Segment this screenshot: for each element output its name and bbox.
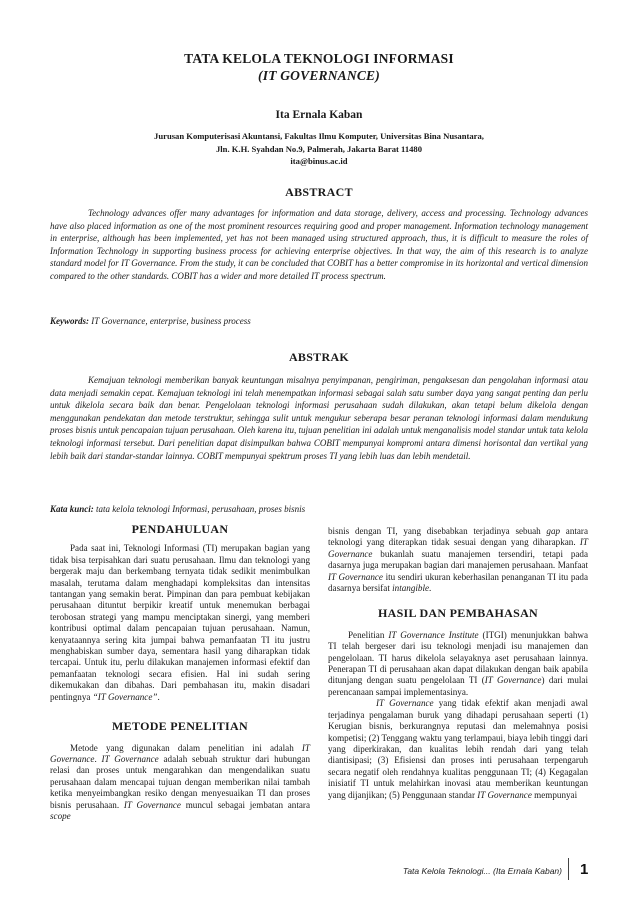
title-line-2: (IT GOVERNANCE): [258, 68, 380, 83]
cont-text-c: bukanlah suatu manajemen tersendiri, tetapi pada dasarnya juga merupakan bagian dari manajemen perusahaan. Manfaat: [328, 548, 588, 571]
abstract-keywords: [50, 315, 588, 327]
hasil-heading: HASIL DAN PEMBAHASAN: [377, 606, 539, 621]
pendahuluan-end: .: [157, 691, 160, 702]
hasil2-text-b: mempunyai: [531, 789, 578, 800]
metode-em-3: IT Governance: [123, 799, 181, 810]
keywords-label: Keywords:: [50, 316, 89, 326]
cont-text-d: itu sendiri ukuran keberhasilan penanganan TI itu pada dasarnya bersifat: [328, 571, 588, 594]
affiliation-line-2: Jln. K.H. Syahdan No.9, Palmerah, Jakarta Barat 11480: [215, 143, 423, 154]
abstrak-text: [50, 374, 588, 462]
pendahuluan-paragraph: [50, 543, 310, 703]
hasil1-em-2: IT Governance: [484, 675, 542, 686]
footer-divider: [568, 858, 569, 880]
author-email: ita@binus.ac.id: [290, 156, 348, 166]
hasil1-em: IT Governance Institute: [388, 629, 479, 640]
abstrak-body: Kemajuan teknologi memberikan banyak keuntungan misalnya penyimpanan, pengiriman, pengaksesan dan pengolahan informasi atau data menjadi semakin cepat. Kemajuan teknologi ini telah menempatkan informasi sebagai salah satu sumber daya yang sangat penting dan perlu untuk dikelola secara baik dan benar. Pengelolaan teknologi informasi perusahaan sudah dilakukan, akan tetapi belum dikelola dengan menggunakan pendekatan dan metode terstruktur, sehingga sulit untuk mengukur seberapa besar peranan teknologi informasi dalam mendukung proses bisnis untuk pencapaian tujuan perusahaan. Oleh karena itu, tujuan penelitian ini adalah untuk menganalisis model standar untuk tata kelola teknologi informasi tersebut. Dari penelitian dapat disimpulkan bahwa COBIT mempunyai kompromi antara dimensi horisontal dan vertikal yang lebih baik dari standar-standar lainnya. COBIT mempunyai spektrum proses TI yang lebih luas dan lebih mendetail.: [50, 375, 588, 461]
metode-paragraph: [50, 743, 310, 823]
author-affiliation: [0, 130, 638, 168]
right-column: [328, 526, 588, 801]
metode-text-b: .: [94, 753, 102, 764]
continuation-paragraph: [328, 526, 588, 594]
cont-text-e: .: [429, 583, 432, 594]
cont-em-3: IT Governance: [328, 571, 383, 582]
cont-em-1: gap: [546, 526, 561, 536]
metode-text-d: muncul sebagai jembatan antara: [180, 799, 310, 810]
hasil1-text-a: Penelitian: [348, 629, 389, 640]
hasil1-text-b: (ITGI) menunjukkan bahwa TI telah bergeser dari isu teknologi menjadi isu manajemen dan pengelolaan. TI harus dikelola selayaknya aset perusahaan lainnya. Penerapan TI di perusahaan akan dapat dilakukan dengan baik apabila ditunjang dengan suatu pengelolaan TI (: [328, 629, 589, 686]
abstrak-keywords: [50, 503, 588, 515]
cont-em-4: intangible: [392, 583, 430, 594]
hasil2-text-a: yang tidak efektif akan menjadi awal terjadinya pengalaman buruk yang dihadapi perusahaan seperti (1) Kerugian bisnis, berkurangnya reputasi dan melemahnya posisi kompetisi; (2) Tenggang waktu yang terlampaui, biaya lebih tinggi dari yang diperkirakan, dan kualitas lebih rendah dari yang telah diantisipasi; (3) Efisiensi dan proses inti perusahaan terpengaruh secara negatif oleh rendahnya kualitas penggunaan TI; (4) Kegagalan inisiatif TI untuk melahirkan inovasi atau memberikan keuntungan yang dijanjikan; (5) Penggunaan standar: [328, 698, 588, 800]
paper-title: [0, 50, 638, 84]
cont-text-b: antara teknologi yang diterapkan tidak sesuai dengan yang diharapkan.: [328, 526, 588, 548]
left-column: [50, 524, 310, 822]
metode-em-4: scope: [50, 810, 71, 821]
keywords-value: IT Governance, enterprise, business process: [91, 316, 251, 326]
hasil2-em-2: IT Governance: [477, 789, 532, 800]
kata-kunci-value: tata kelola teknologi Informasi, perusahaan, proses bisnis: [96, 504, 306, 514]
hasil2-em: IT Governance: [376, 698, 434, 709]
metode-em-2: IT Governance: [101, 753, 159, 764]
pendahuluan-heading: PENDAHULUAN: [131, 522, 229, 536]
title-line-1: TATA KELOLA TEKNOLOGI INFORMASI: [184, 51, 454, 66]
abstrak-heading: ABSTRAK: [288, 350, 350, 364]
abstract-text: [50, 207, 588, 283]
running-title: Tata Kelola Teknologi... (Ita Ernala Kaban): [402, 866, 562, 876]
abstract-heading: ABSTRACT: [285, 185, 353, 199]
pendahuluan-emphasis: “IT Governance”: [92, 691, 158, 702]
pendahuluan-text: Pada saat ini, Teknologi Informasi (TI) merupakan bagian yang tidak bisa terpisahkan dari suatu perusahaan. Ilmu dan teknologi yang bergerak maju dan berkembang ternyata tidak sedikit menimbulkan masalah, terutama dalam menghadapi kompleksitas dan intensitas tantangan yang semakin berat. Pimpinan dan para pembuat kebijakan perusahaan dituntut berpikir kreatif untuk menemukan berbagai terobosan strategi yang mampu menciptakan sinergi, yang memberi kontribusi optimal dalam pencapaian tujuan perusahaan. Namun, kenyataannya sering kita jumpai bahwa pemanfaatan TI itu justru menghabiskan sumber daya, sementara hasil yang diharapkan tidak tercapai. Untuk itu, perlu dilakukan manajemen informasi efektif dan pemanfaatan teknologi secara efisien. Hal ini sudah sering dikemukakan dan dibahas. Dari pembahasan itu, makin disadari pentingnya: [50, 543, 310, 702]
metode-text-c: adalah sebuah struktur dari hubungan relasi dan proses untuk mengarahkan dan mengendalikan suatu perusahaan dalam mencapai tujuan dengan memberikan nilai tambah ketika menyeimbangkan resiko dengan menyesuaikan TI dan proses bisnis perusahaan.: [50, 753, 310, 810]
metode-em-1: IT Governance: [50, 742, 310, 764]
cont-em-2: IT Governance: [328, 537, 588, 559]
kata-kunci-label: Kata kunci:: [50, 504, 94, 514]
hasil-paragraph-1: [328, 630, 588, 698]
metode-heading: METODE PENELITIAN: [112, 719, 248, 734]
hasil-paragraph-2: [328, 698, 588, 801]
affiliation-line-1: Jurusan Komputerisasi Akuntansi, Fakultas Ilmu Komputer, Universitas Bina Nusantara,: [154, 131, 484, 141]
abstract-body: Technology advances offer many advantages for information and data storage, delivery, access and processing. Technology advances have also placed information as one of the most prominent resources requiring good and proper management. Information technology management in enterprise, although has been implemented, yet has not been managed using structured approach, thus, it is difficult to measure the roles of Information Technology in supporting business process for achieving enterprise objectives. In that way, the aim of this research is to analyze standard model for IT Governance. From the study, it can be concluded that COBIT has a better compromise in its horizontal and vertical dimension compared to the other standards. COBIT has a wider and more detailed IT process spectrum.: [50, 208, 588, 281]
page-number: 1: [580, 861, 589, 878]
author-name: Ita Ernala Kaban: [275, 109, 363, 121]
metode-text-a: Metode yang digunakan dalam penelitian ini adalah: [70, 742, 302, 753]
hasil1-text-c: ) dari mulai perencanaan sampai implementasinya.: [328, 675, 588, 697]
cont-text-a: bisnis dengan TI, yang disebabkan terjadinya sebuah: [328, 526, 547, 536]
